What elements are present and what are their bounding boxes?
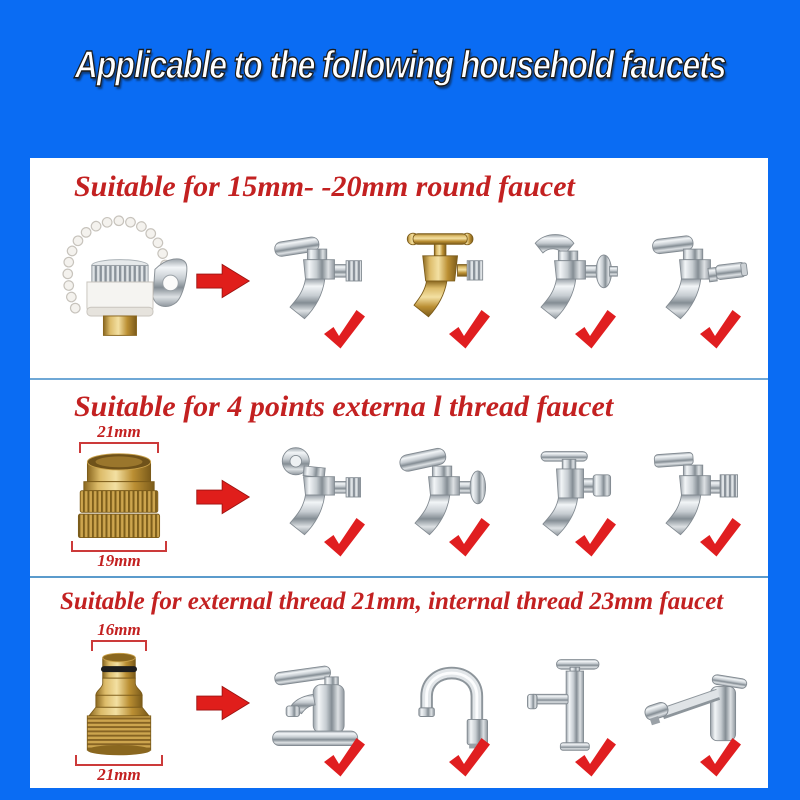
dimension-line [79, 442, 159, 451]
panel-external-thread-faucet [30, 378, 768, 576]
red-arrow-icon [195, 683, 251, 723]
red-check-icon [318, 306, 372, 356]
faucet-flat-handle-thread [633, 424, 759, 570]
panel-heading: Suitable for external thread 21mm, internal thread 23mm faucet [60, 588, 724, 615]
faucet-top-lever [507, 424, 633, 570]
brass-double-thread-adapter-image [44, 423, 194, 570]
red-check-icon [318, 514, 372, 564]
panel-heading: Suitable for 4 points externa l thread faucet [74, 390, 614, 423]
faucet-long-nozzle [633, 204, 759, 358]
panel-row [30, 616, 768, 794]
panel-row [30, 204, 768, 362]
red-check-icon [694, 734, 748, 784]
brass-double-thread-adapter-icon [51, 451, 187, 543]
red-arrow-icon [195, 261, 251, 301]
red-arrow-icon [195, 477, 251, 517]
red-check-icon [569, 514, 623, 564]
panel-internal-thread-faucet [30, 576, 768, 798]
faucet-wing-handle-flange [507, 204, 633, 358]
chain-cap-adapter-image [44, 213, 194, 349]
panel-round-faucet [30, 170, 768, 378]
red-check-icon [569, 306, 623, 356]
panel-heading: Suitable for 15mm- -20mm round faucet [74, 170, 575, 203]
red-check-icon [694, 306, 748, 356]
dimension-top: 16mm [91, 621, 147, 649]
faucet-paddle-handle-flange [382, 424, 508, 570]
red-check-icon [569, 734, 623, 784]
dimension-line [71, 543, 167, 552]
red-check-icon [443, 514, 497, 564]
faucet-disc-handle [256, 424, 382, 570]
faucet-tall-basin [507, 616, 633, 790]
dimension-top: 21mm [79, 423, 159, 451]
faucet-kitchen-swivel [633, 616, 759, 790]
red-check-icon [443, 734, 497, 784]
red-arrow [194, 477, 252, 517]
page-title [0, 44, 800, 88]
brass-quick-connect-adapter-image [44, 621, 194, 784]
dimension-bottom: 21mm [75, 757, 163, 785]
red-check-icon [318, 734, 372, 784]
red-check-icon [694, 514, 748, 564]
red-arrow [194, 683, 252, 723]
faucet-basin-mixer [256, 616, 382, 790]
dimension-line [91, 640, 147, 649]
panel-row [30, 424, 768, 574]
faucet-gooseneck [382, 616, 508, 790]
dimension-line [75, 757, 163, 766]
chain-cap-adapter-icon [46, 213, 192, 349]
red-arrow [194, 261, 252, 301]
faucet-chrome-lever-bibcock [256, 204, 382, 358]
dimension-bottom: 19mm [71, 543, 167, 571]
red-check-icon [443, 306, 497, 356]
content-card [30, 158, 768, 788]
brass-quick-connect-adapter-icon [54, 649, 184, 757]
faucet-brass-tee-handle [382, 204, 508, 358]
page-title-text: Applicable to the following household faucets [74, 44, 726, 87]
